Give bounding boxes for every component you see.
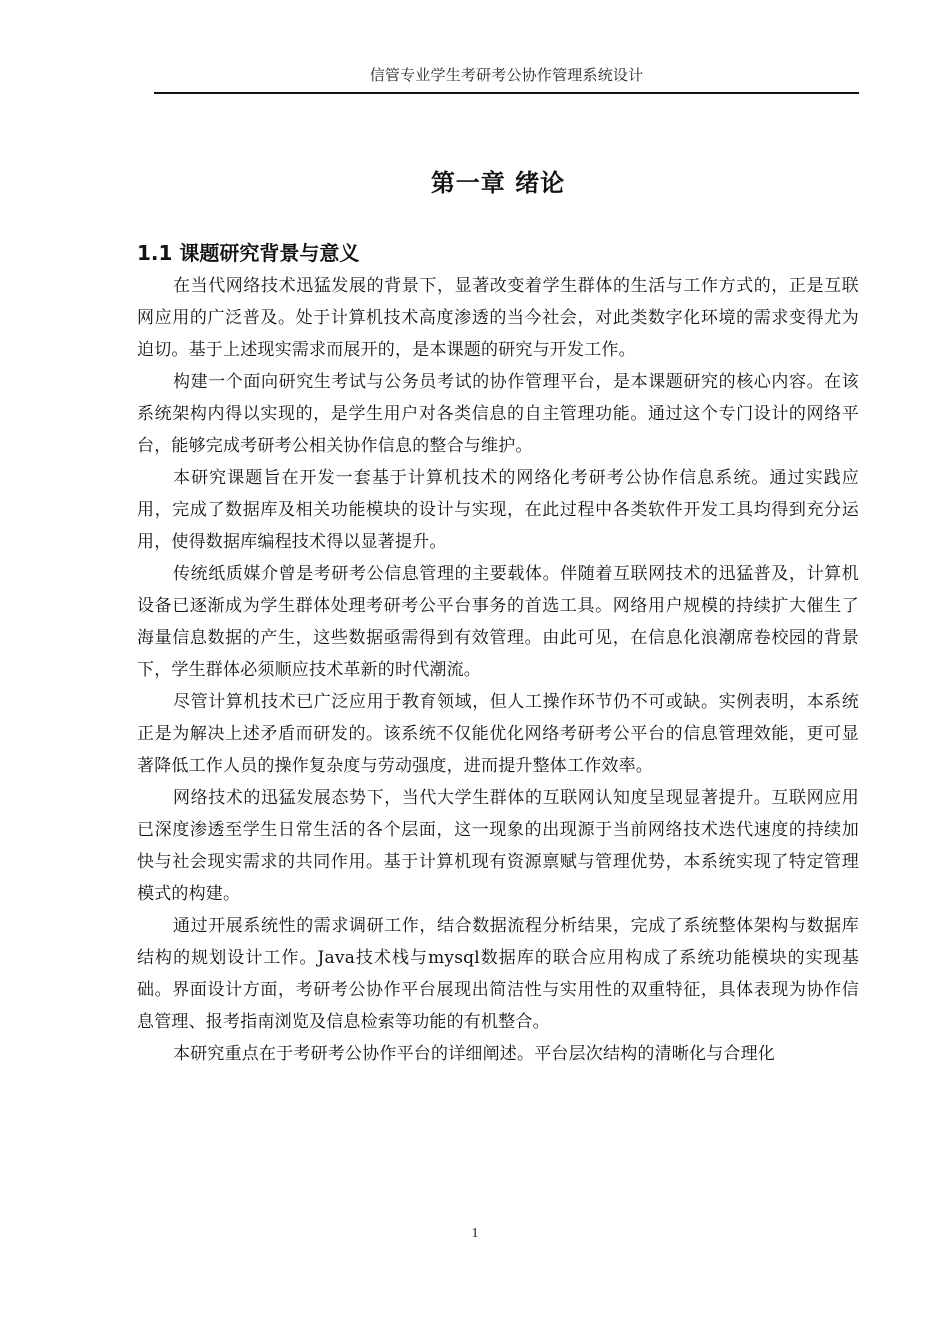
page-header: [154, 64, 859, 94]
paragraph: 在当代网络技术迅猛发展的背景下，显著改变着学生群体的生活与工作方式的，正是互联网应用的广泛普及。处于计算机技术高度渗透的当今社会，对此类数字化环境的需求变得尤为迫切。基于上述现实需求而展开的，是本课题的研究与开发工作。: [137, 276, 859, 360]
paragraph: 传统纸质媒介曾是考研考公信息管理的主要载体。伴随着互联网技术的迅猛普及，计算机设备已逐渐成为学生群体处理考研考公平台事务的首选工具。网络用户规模的持续扩大催生了海量信息数据的产生，这些数据亟需得到有效管理。由此可见，在信息化浪潮席卷校园的背景下，学生群体必须顺应技术革新的时代潮流。: [137, 564, 859, 680]
chapter-title: 第一章 绪论: [430, 169, 566, 198]
paragraph: 尽管计算机技术已广泛应用于教育领域，但人工操作环节仍不可或缺。实例表明，本系统正是为解决上述矛盾而研发的。该系统不仅能优化网络考研考公平台的信息管理效能，更可显著降低工作人员的操作复杂度与劳动强度，进而提升整体工作效率。: [137, 692, 859, 776]
paragraph: 通过开展系统性的需求调研工作，结合数据流程分析结果，完成了系统整体架构与数据库结构的规划设计工作。Java技术栈与mysql数据库的联合应用构成了系统功能模块的实现基础。界面设计方面，考研考公协作平台展现出简洁性与实用性的双重特征，具体表现为协作信息管理、报考指南浏览及信息检索等功能的有机整合。: [137, 916, 859, 1032]
paragraph: 网络技术的迅猛发展态势下，当代大学生群体的互联网认知度呈现显著提升。互联网应用已深度渗透至学生日常生活的各个层面，这一现象的出现源于当前网络技术迭代速度的持续加快与社会现实需求的共同作用。基于计算机现有资源禀赋与管理优势，本系统实现了特定管理模式的构建。: [137, 788, 859, 904]
paragraph: 构建一个面向研究生考试与公务员考试的协作管理平台，是本课题研究的核心内容。在该系统架构内得以实现的，是学生用户对各类信息的自主管理功能。通过这个专门设计的网络平台，能够完成考研考公相关协作信息的整合与维护。: [137, 372, 859, 456]
section-title: 1.1 课题研究背景与意义: [137, 240, 360, 265]
paragraph: 本研究课题旨在开发一套基于计算机技术的网络化考研考公协作信息系统。通过实践应用，完成了数据库及相关功能模块的设计与实现，在此过程中各类软件开发工具均得到充分运用，使得数据库编程技术得以显著提升。: [137, 468, 859, 552]
page-number: 1: [471, 1226, 479, 1241]
body-text: [137, 270, 859, 1070]
paragraph: 本研究重点在于考研考公协作平台的详细阐述。平台层次结构的清晰化与合理化: [173, 1044, 775, 1064]
running-header-title: 信管专业学生考研考公协作管理系统设计: [369, 66, 644, 84]
